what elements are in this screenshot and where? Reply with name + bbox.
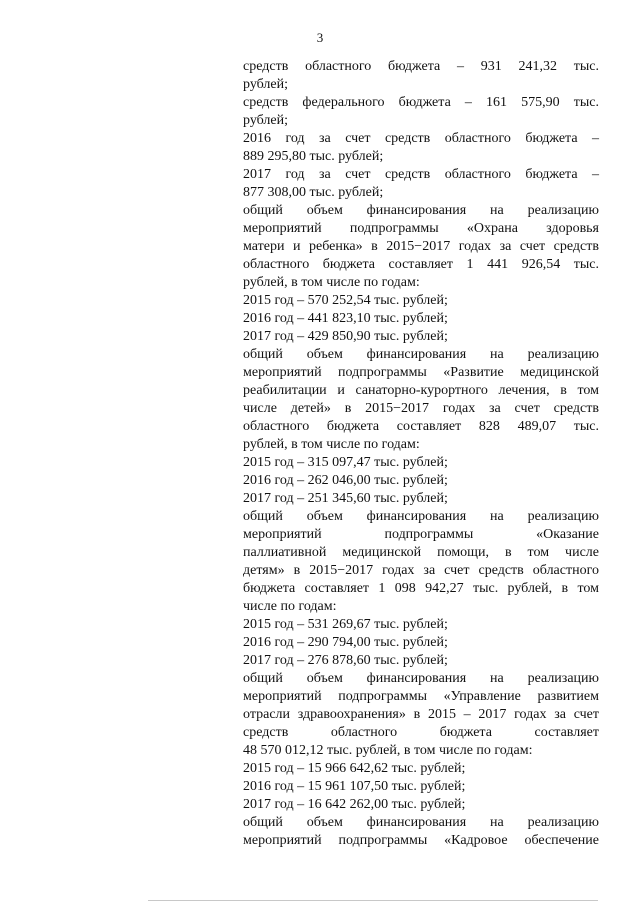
document-line: матери и ребенка» в 2015−2017 годах за счет средств <box>243 239 599 254</box>
document-line: 889 295,80 тыс. рублей; <box>243 149 384 164</box>
document-line: рублей; <box>243 77 288 92</box>
document-line: общий объем финансирования на реализацию <box>243 347 599 362</box>
document-line: 2016 год – 262 046,00 тыс. рублей; <box>243 473 448 488</box>
document-line: мероприятий подпрограммы «Охрана здоровья <box>243 221 599 236</box>
document-line: детям» в 2015−2017 годах за счет средств областного <box>243 563 599 578</box>
document-line: отрасли здравоохранения» в 2015 – 2017 годах за счет <box>243 707 599 722</box>
document-line: 2017 год – 429 850,90 тыс. рублей; <box>243 329 448 344</box>
document-line: рублей, в том числе по годам: <box>243 437 420 452</box>
document-line: 48 570 012,12 тыс. рублей, в том числе по годам: <box>243 743 533 758</box>
document-line: паллиативной медицинской помощи, в том числе <box>243 545 599 560</box>
document-line: 2017 год за счет средств областного бюджета – <box>243 167 599 182</box>
document-line: мероприятий подпрограммы «Кадровое обеспечение <box>243 833 599 848</box>
document-line: общий объем финансирования на реализацию <box>243 815 599 830</box>
document-line: числе по годам: <box>243 599 337 614</box>
document-line: средств федерального бюджета – 161 575,90 тыс. <box>243 95 599 110</box>
document-line: областного бюджета составляет 828 489,07 тыс. <box>243 419 599 434</box>
document-line: рублей; <box>243 113 288 128</box>
document-line: бюджета составляет 1 098 942,27 тыс. рублей, в том <box>243 581 599 596</box>
document-line: 2015 год – 15 966 642,62 тыс. рублей; <box>243 761 466 776</box>
document-line: реабилитации и санаторно-курортного лечения, в том <box>243 383 599 398</box>
document-line: общий объем финансирования на реализацию <box>243 671 599 686</box>
document-line: общий объем финансирования на реализацию <box>243 509 599 524</box>
document-line: мероприятий подпрограммы «Развитие медицинской <box>243 365 599 380</box>
document-line: мероприятий подпрограммы «Оказание <box>243 527 599 542</box>
document-line: 2016 год – 441 823,10 тыс. рублей; <box>243 311 448 326</box>
document-line: 2016 год – 290 794,00 тыс. рублей; <box>243 635 448 650</box>
document-line: 2017 год – 251 345,60 тыс. рублей; <box>243 491 448 506</box>
page-bottom-rule <box>148 900 598 901</box>
document-line: 2015 год – 531 269,67 тыс. рублей; <box>243 617 448 632</box>
document-line: 2015 год – 570 252,54 тыс. рублей; <box>243 293 448 308</box>
document-line: общий объем финансирования на реализацию <box>243 203 599 218</box>
page-number: 3 <box>316 30 324 45</box>
document-line: 2017 год – 276 878,60 тыс. рублей; <box>243 653 448 668</box>
document-line: областного бюджета составляет 1 441 926,54 тыс. <box>243 257 599 272</box>
document-line: 2016 год – 15 961 107,50 тыс. рублей; <box>243 779 466 794</box>
document-body-text <box>243 58 599 850</box>
document-line: 877 308,00 тыс. рублей; <box>243 185 384 200</box>
document-line: 2017 год – 16 642 262,00 тыс. рублей; <box>243 797 466 812</box>
document-line: средств областного бюджета составляет <box>243 725 599 740</box>
document-line: рублей, в том числе по годам: <box>243 275 420 290</box>
document-line: 2016 год за счет средств областного бюджета – <box>243 131 599 146</box>
document-line: мероприятий подпрограммы «Управление развитием <box>243 689 599 704</box>
document-line: числе детей» в 2015−2017 годах за счет средств <box>243 401 599 416</box>
document-line: средств областного бюджета – 931 241,32 тыс. <box>243 59 599 74</box>
document-line: 2015 год – 315 097,47 тыс. рублей; <box>243 455 448 470</box>
